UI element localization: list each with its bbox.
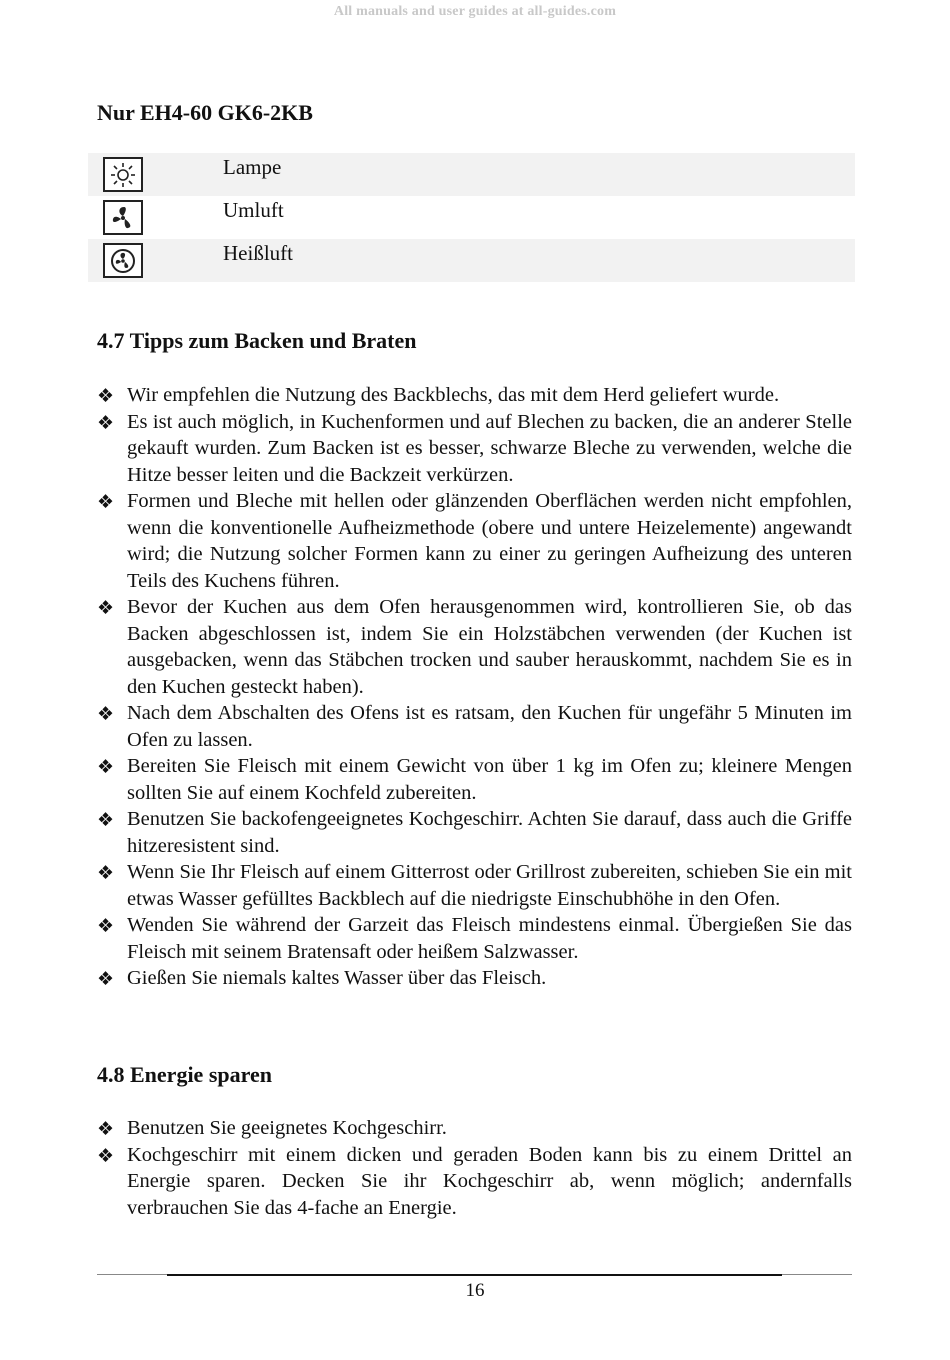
bullet-icon: ❖ xyxy=(97,1118,115,1140)
energy-list xyxy=(97,1115,852,1221)
list-item-text: Nach dem Abschalten des Ofens ist es ratsam, den Kuchen für ungefähr 5 Minuten im Ofen zu lassen. xyxy=(127,702,852,751)
list-item xyxy=(97,859,852,912)
bullet-icon: ❖ xyxy=(97,968,115,990)
list-item xyxy=(97,965,852,992)
page-number: 16 xyxy=(465,1280,485,1301)
mode-table xyxy=(88,153,855,282)
mode-row-hot-air xyxy=(88,239,855,282)
list-item-text: Wir empfehlen die Nutzung des Backblechs, das mit dem Herd geliefert wurde. xyxy=(127,384,780,406)
list-item xyxy=(97,1142,852,1222)
bullet-icon: ❖ xyxy=(97,597,115,619)
list-item xyxy=(97,1115,852,1142)
list-item-text: Kochgeschirr mit einem dicken und geraden Boden kann bis zu einem Drittel an Energie sparen. Decken Sie ihr Kochgeschirr ab, wenn möglich; andernfalls verbrauchen Sie das 4-fache an Energie. xyxy=(127,1143,852,1219)
mode-label-hot-air: Heißluft xyxy=(223,241,293,265)
list-item xyxy=(97,488,852,594)
bullet-icon: ❖ xyxy=(97,385,115,407)
list-item xyxy=(97,806,852,859)
list-item-text: Formen und Bleche mit hellen oder glänzenden Oberflächen werden nicht empfohlen, wenn die konventionelle Aufheizmethode (obere und untere Heizelemente) angewandt wird; die Nutzung solcher Formen kann zu einer zu geringen Aufheizung des unteren Teils des Kuchens führen. xyxy=(127,490,852,592)
model-title: Nur EH4-60 GK6-2KB xyxy=(97,100,313,125)
list-item xyxy=(97,912,852,965)
footer-divider xyxy=(97,1274,852,1275)
mode-row-fan xyxy=(88,196,855,239)
lamp-icon xyxy=(103,157,143,192)
bullet-icon: ❖ xyxy=(97,491,115,513)
mode-label-lamp: Lampe xyxy=(223,155,282,179)
hot-air-icon xyxy=(103,243,143,278)
list-item xyxy=(97,409,852,489)
bullet-icon: ❖ xyxy=(97,703,115,725)
list-item xyxy=(97,382,852,409)
list-item-text: Benutzen Sie backofengeeignetes Kochgeschirr. Achten Sie darauf, dass auch die Griffe hitzeresistent sind. xyxy=(127,808,852,857)
list-item-text: Gießen Sie niemals kaltes Wasser über das Fleisch. xyxy=(127,967,547,989)
watermark: All manuals and user guides at all-guides.com xyxy=(333,4,617,19)
bullet-icon: ❖ xyxy=(97,411,115,434)
bullet-icon: ❖ xyxy=(97,1144,115,1167)
icon-cell xyxy=(88,153,148,196)
bullet-icon: ❖ xyxy=(97,915,115,937)
bullet-icon: ❖ xyxy=(97,756,115,778)
list-item xyxy=(97,594,852,700)
list-item xyxy=(97,753,852,806)
list-item-text: Benutzen Sie geeignetes Kochgeschirr. xyxy=(127,1117,447,1139)
list-item-text: Bevor der Kuchen aus dem Ofen herausgenommen wird, kontrollieren Sie, ob das Backen abgeschlossen ist, indem Sie ein Holzstäbchen verwenden (der Kuchen ist ausgebacken, wenn das Stäbchen trocken und sauber herauskommt, nachdem Sie es in den Kuchen gesteckt haben). xyxy=(127,596,852,698)
bullet-icon: ❖ xyxy=(97,862,115,884)
fan-icon xyxy=(103,200,143,235)
mode-row-lamp xyxy=(88,153,855,196)
list-item-text: Es ist auch möglich, in Kuchenformen und auf Blechen zu backen, die an anderer Stelle gekauft wurden. Zum Backen ist es besser, schwarze Bleche zu verwenden, welche die Hitze besser leiten und die Backzeit verkürzen. xyxy=(127,410,852,486)
icon-cell xyxy=(88,196,148,239)
section-title-tips: 4.7 Tipps zum Backen und Braten xyxy=(97,328,417,353)
bullet-icon: ❖ xyxy=(97,809,115,831)
icon-cell xyxy=(88,239,148,282)
mode-label-fan: Umluft xyxy=(223,198,284,222)
footer-divider-bar xyxy=(167,1274,782,1276)
section-title-energy: 4.8 Energie sparen xyxy=(97,1062,272,1087)
list-item xyxy=(97,700,852,753)
list-item-text: Wenn Sie Ihr Fleisch auf einem Gitterrost oder Grillrost zubereiten, schieben Sie ein mit etwas Wasser gefülltes Backblech auf die niedrigste Einschubhöhe in den Ofen. xyxy=(127,861,852,910)
list-item-text: Wenden Sie während der Garzeit das Fleisch mindestens einmal. Übergießen Sie das Fleisch mit seinem Bratensaft oder heißem Salzwasser. xyxy=(127,914,852,963)
tips-list xyxy=(97,382,852,992)
list-item-text: Bereiten Sie Fleisch mit einem Gewicht von über 1 kg im Ofen zu; kleinere Mengen sollten Sie auf einem Kochfeld zubereiten. xyxy=(127,755,852,804)
